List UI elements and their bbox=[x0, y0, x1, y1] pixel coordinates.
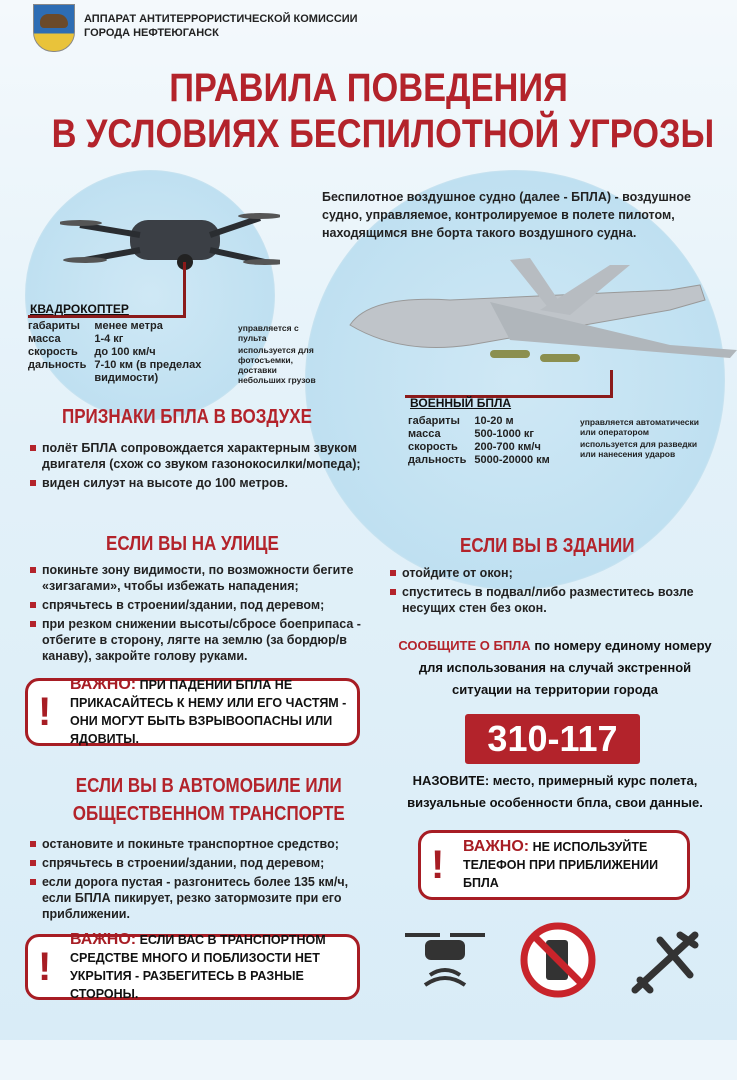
org-line2: ГОРОДА НЕФТЕЮГАНСК bbox=[84, 27, 219, 39]
quadcopter-specs: габариты менее метра масса 1-4 кг скорость до 100 км/ч дальность 7-10 км (в пределах видимости) bbox=[28, 320, 202, 384]
military-specs: габариты 10-20 м масса 500-1000 кг скорость 200-700 км/ч дальность 5000-20000 км bbox=[408, 415, 550, 466]
quadcopter-notes: управляется с пульта используется для фотосъемки, доставки небольших грузов bbox=[238, 323, 316, 385]
drone-signal-icon bbox=[400, 925, 490, 1000]
military-notes: управляется автоматически или оператором используется для разведки или нанесения ударов bbox=[580, 417, 699, 459]
list-item: остановите и покиньте транспортное средство; bbox=[30, 836, 380, 852]
exclamation-icon: ! bbox=[38, 689, 52, 734]
street-title: ЕСЛИ ВЫ НА УЛИЦЕ bbox=[106, 533, 279, 555]
list-item: спуститесь в подвал/либо разместитесь возле несущих стен без окон. bbox=[390, 584, 720, 616]
building-list bbox=[390, 565, 720, 619]
definition-text: Беспилотное воздушное судно (далее - БПЛА) - воздушное судно, управляемое, контролируемое в полете пилотом, находящимся вне борта такого воздушного судна. bbox=[322, 190, 691, 240]
list-item: при резком снижении высоты/сбросе боеприпаса - отбегите в сторону, лягте на землю (за бордюр/в канаву), закройте голову руками. bbox=[30, 616, 380, 664]
title-line2: В УСЛОВИЯХ БЕСПИЛОТНОЙ УГРОЗЫ bbox=[51, 112, 715, 156]
list-item: виден силуэт на высоте до 100 метров. bbox=[30, 475, 370, 491]
exclamation-icon: ! bbox=[431, 842, 445, 887]
exclamation-icon: ! bbox=[38, 944, 52, 989]
military-drone-icon bbox=[620, 920, 710, 1000]
car-title: ЕСЛИ ВЫ В АВТОМОБИЛЕ ИЛИ ОБЩЕСТВЕННОМ ТРАНСПОРТЕ bbox=[72, 775, 345, 825]
city-emblem bbox=[33, 4, 75, 52]
quadcopter-name: КВАДРОКОПТЕР bbox=[30, 302, 129, 316]
building-title: ЕСЛИ ВЫ В ЗДАНИИ bbox=[460, 535, 635, 557]
signs-list bbox=[30, 440, 370, 494]
phone-number[interactable]: 310-117 bbox=[465, 714, 640, 764]
org-line1: АППАРАТ АНТИТЕРРОРИСТИЧЕСКОЙ КОМИССИИ bbox=[84, 13, 358, 25]
military-name: ВОЕННЫЙ БПЛА bbox=[410, 396, 512, 410]
list-item: спрячьтесь в строении/здании, под деревом; bbox=[30, 597, 380, 613]
list-item: полёт БПЛА сопровождается характерным звуком двигателя (схож со звуком газонокосилки/мопеда); bbox=[30, 440, 370, 472]
warning-box-fall: ! ВАЖНО: ПРИ ПАДЕНИИ БПЛА НЕ ПРИКАСАЙТЕСЬ К НЕМУ ИЛИ ЕГО ЧАСТЯМ - ОНИ МОГУТ БЫТЬ ВЗРЫВООПАСНЫ ИЛИ ЯДОВИТЫ. bbox=[25, 678, 360, 746]
report-text: СООБЩИТЕ О БПЛА по номеру единому номеру для использования на случай экстренной ситуации на территории города bbox=[398, 638, 712, 697]
list-item: спрячьтесь в строении/здании, под деревом; bbox=[30, 855, 380, 871]
no-phone-icon bbox=[518, 920, 598, 1000]
warning-box-transport: ! ВАЖНО: ЕСЛИ ВАС В ТРАНСПОРТНОМ СРЕДСТВЕ МНОГО И ПОБЛИЗОСТИ НЕТ УКРЫТИЯ - РАЗБЕГИТЕСЬ В РАЗНЫЕ СТОРОНЫ. bbox=[25, 934, 360, 1000]
warning-box-phone: ! ВАЖНО: НЕ ИСПОЛЬЗУЙТЕ ТЕЛЕФОН ПРИ ПРИБЛИЖЕНИИ БПЛА bbox=[418, 830, 690, 900]
car-list bbox=[30, 836, 380, 925]
org-name bbox=[84, 12, 358, 40]
emblem-bear bbox=[40, 14, 68, 28]
street-list bbox=[30, 562, 380, 667]
bottom-strip bbox=[0, 1040, 737, 1080]
military-pointer bbox=[405, 370, 613, 398]
military-drone-image bbox=[340, 250, 737, 390]
list-item: покиньте зону видимости, по возможности бегите «зигзагами», чтобы избежать нападения; bbox=[30, 562, 380, 594]
name-info-text: НАЗОВИТЕ: место, примерный курс полета, визуальные особенности бпла, свои данные. bbox=[407, 773, 703, 810]
signs-title: ПРИЗНАКИ БПЛА В ВОЗДУХЕ bbox=[62, 406, 312, 428]
list-item: если дорога пустая - разгонитесь более 135 км/ч, если БПЛА пикирует, резко затормозите при его приближении. bbox=[30, 874, 380, 922]
list-item: отойдите от окон; bbox=[390, 565, 720, 581]
title-line1: ПРАВИЛА ПОВЕДЕНИЯ bbox=[169, 66, 568, 110]
